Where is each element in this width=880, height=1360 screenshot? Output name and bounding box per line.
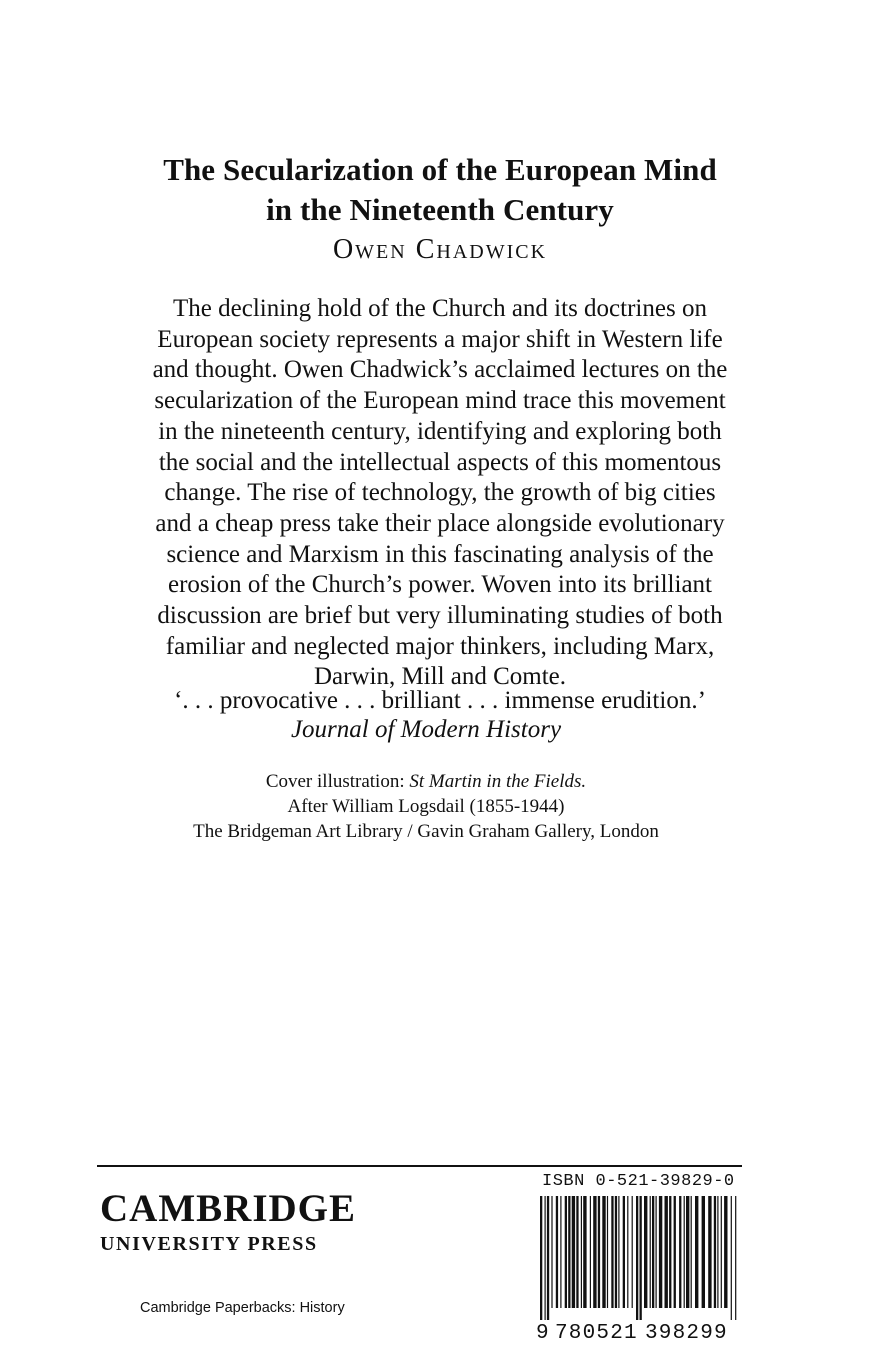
barcode-bar [702,1196,705,1308]
barcode-bar [708,1196,711,1308]
barcode-left-digits: 780521 [555,1322,638,1344]
publisher-name: CAMBRIDGE [100,1187,357,1230]
barcode-bar [669,1196,671,1308]
barcode-bar [652,1196,654,1308]
blurb-line: European society represents a major shift in Western life [157,325,723,353]
barcode-bar [735,1196,736,1320]
barcode-bar [640,1196,642,1320]
barcode-bar [695,1196,698,1308]
review-quote: ‘. . . provocative . . . brilliant . . . immense erudition.’ [174,687,706,714]
blurb-line: and thought. Owen Chadwick’s acclaimed lectures on the [152,356,728,384]
credit-line-3: The Bridgeman Art Library / Gavin Graham Gallery, London [193,821,659,842]
barcode-bar [593,1196,596,1308]
barcode-bar [572,1196,575,1308]
barcode-bar [581,1196,582,1308]
barcode-bar [607,1196,608,1308]
barcode-right-digits: 398299 [645,1322,728,1344]
credit-artwork-title: St Martin in the Fields. [409,771,587,792]
barcode-bar [568,1196,570,1308]
barcode-graphic [530,1196,744,1344]
barcode-bar [636,1196,638,1320]
title-line-2: in the Nineteenth Century [266,192,614,227]
isbn-label: ISBN 0-521-39829-0 [542,1172,735,1191]
divider-rule [97,1165,742,1167]
author-name: Owen Chadwick [332,234,548,265]
blurb-paragraph [90,294,790,693]
publisher-logo [100,1188,356,1256]
blurb-line: The declining hold of the Church and its doctrines on [173,295,707,322]
barcode-bar [650,1196,651,1308]
barcode-bar [565,1196,567,1308]
barcode-bar [551,1196,552,1308]
barcode-bar [644,1196,647,1308]
blurb-line: secularization of the European mind trace this movement [154,387,726,415]
barcode-bar [602,1196,605,1308]
blurb-line: change. The rise of technology, the growth of big cities [164,479,716,507]
blurb-line: science and Marxism in this fascinating analysis of the [166,540,714,568]
barcode-bar [684,1196,685,1308]
barcode-bars [540,1196,736,1320]
publisher-subtitle: UNIVERSITY PRESS [100,1233,318,1255]
barcode-bar [627,1196,628,1308]
blurb-line: Darwin, Mill and Comte. [313,663,567,691]
barcode-bar [583,1196,586,1308]
blurb-line: the social and the intellectual aspects of this momentous [158,448,722,476]
blurb-line: in the nineteenth century, identifying and exploring both [158,417,722,445]
barcode-bar [576,1196,578,1308]
barcode-bar [656,1196,657,1308]
barcode-bar [691,1196,692,1308]
barcode-bar [540,1196,542,1320]
barcode-bar [714,1196,716,1308]
cover-credits [0,769,852,844]
credit-line-1 [0,769,852,794]
barcode-bar [686,1196,689,1308]
blurb-line: erosion of the Church’s power. Woven into its brilliant [168,571,712,599]
title-line-1: The Secularization of the European Mind [163,152,717,187]
blurb-line: familiar and neglected major thinkers, including Marx, [165,632,715,660]
barcode-bar [547,1196,549,1320]
barcode-bar [590,1196,591,1308]
series-label: Cambridge Paperbacks: History [140,1300,345,1316]
barcode-bar [721,1196,722,1308]
barcode-bar [598,1196,600,1308]
blurb-line: discussion are brief but very illuminating studies of both [157,602,723,630]
barcode-bar [611,1196,613,1308]
barcode-bar [545,1196,546,1320]
book-title [0,150,880,230]
barcode-bar [731,1196,732,1320]
credit-label: Cover illustration: [265,771,405,792]
barcode-bar [623,1196,625,1308]
credit-line-2: After William Logsdail (1855-1944) [287,796,565,817]
barcode-bar [659,1196,662,1308]
blurb-line: and a cheap press take their place alongside evolutionary [155,509,725,537]
barcode-bar [679,1196,681,1308]
barcode-bar [717,1196,718,1308]
barcode-bar [615,1196,617,1308]
barcode-prefix-digit: 9 [536,1322,549,1344]
barcode-bar [632,1196,633,1308]
barcode-bar [665,1196,668,1308]
barcode-bar [556,1196,558,1308]
review-source: Journal of Modern History [290,716,562,743]
barcode-bar [674,1196,676,1308]
barcode-bar [618,1196,619,1308]
barcode-bar [560,1196,561,1308]
barcode-bar [724,1196,727,1308]
